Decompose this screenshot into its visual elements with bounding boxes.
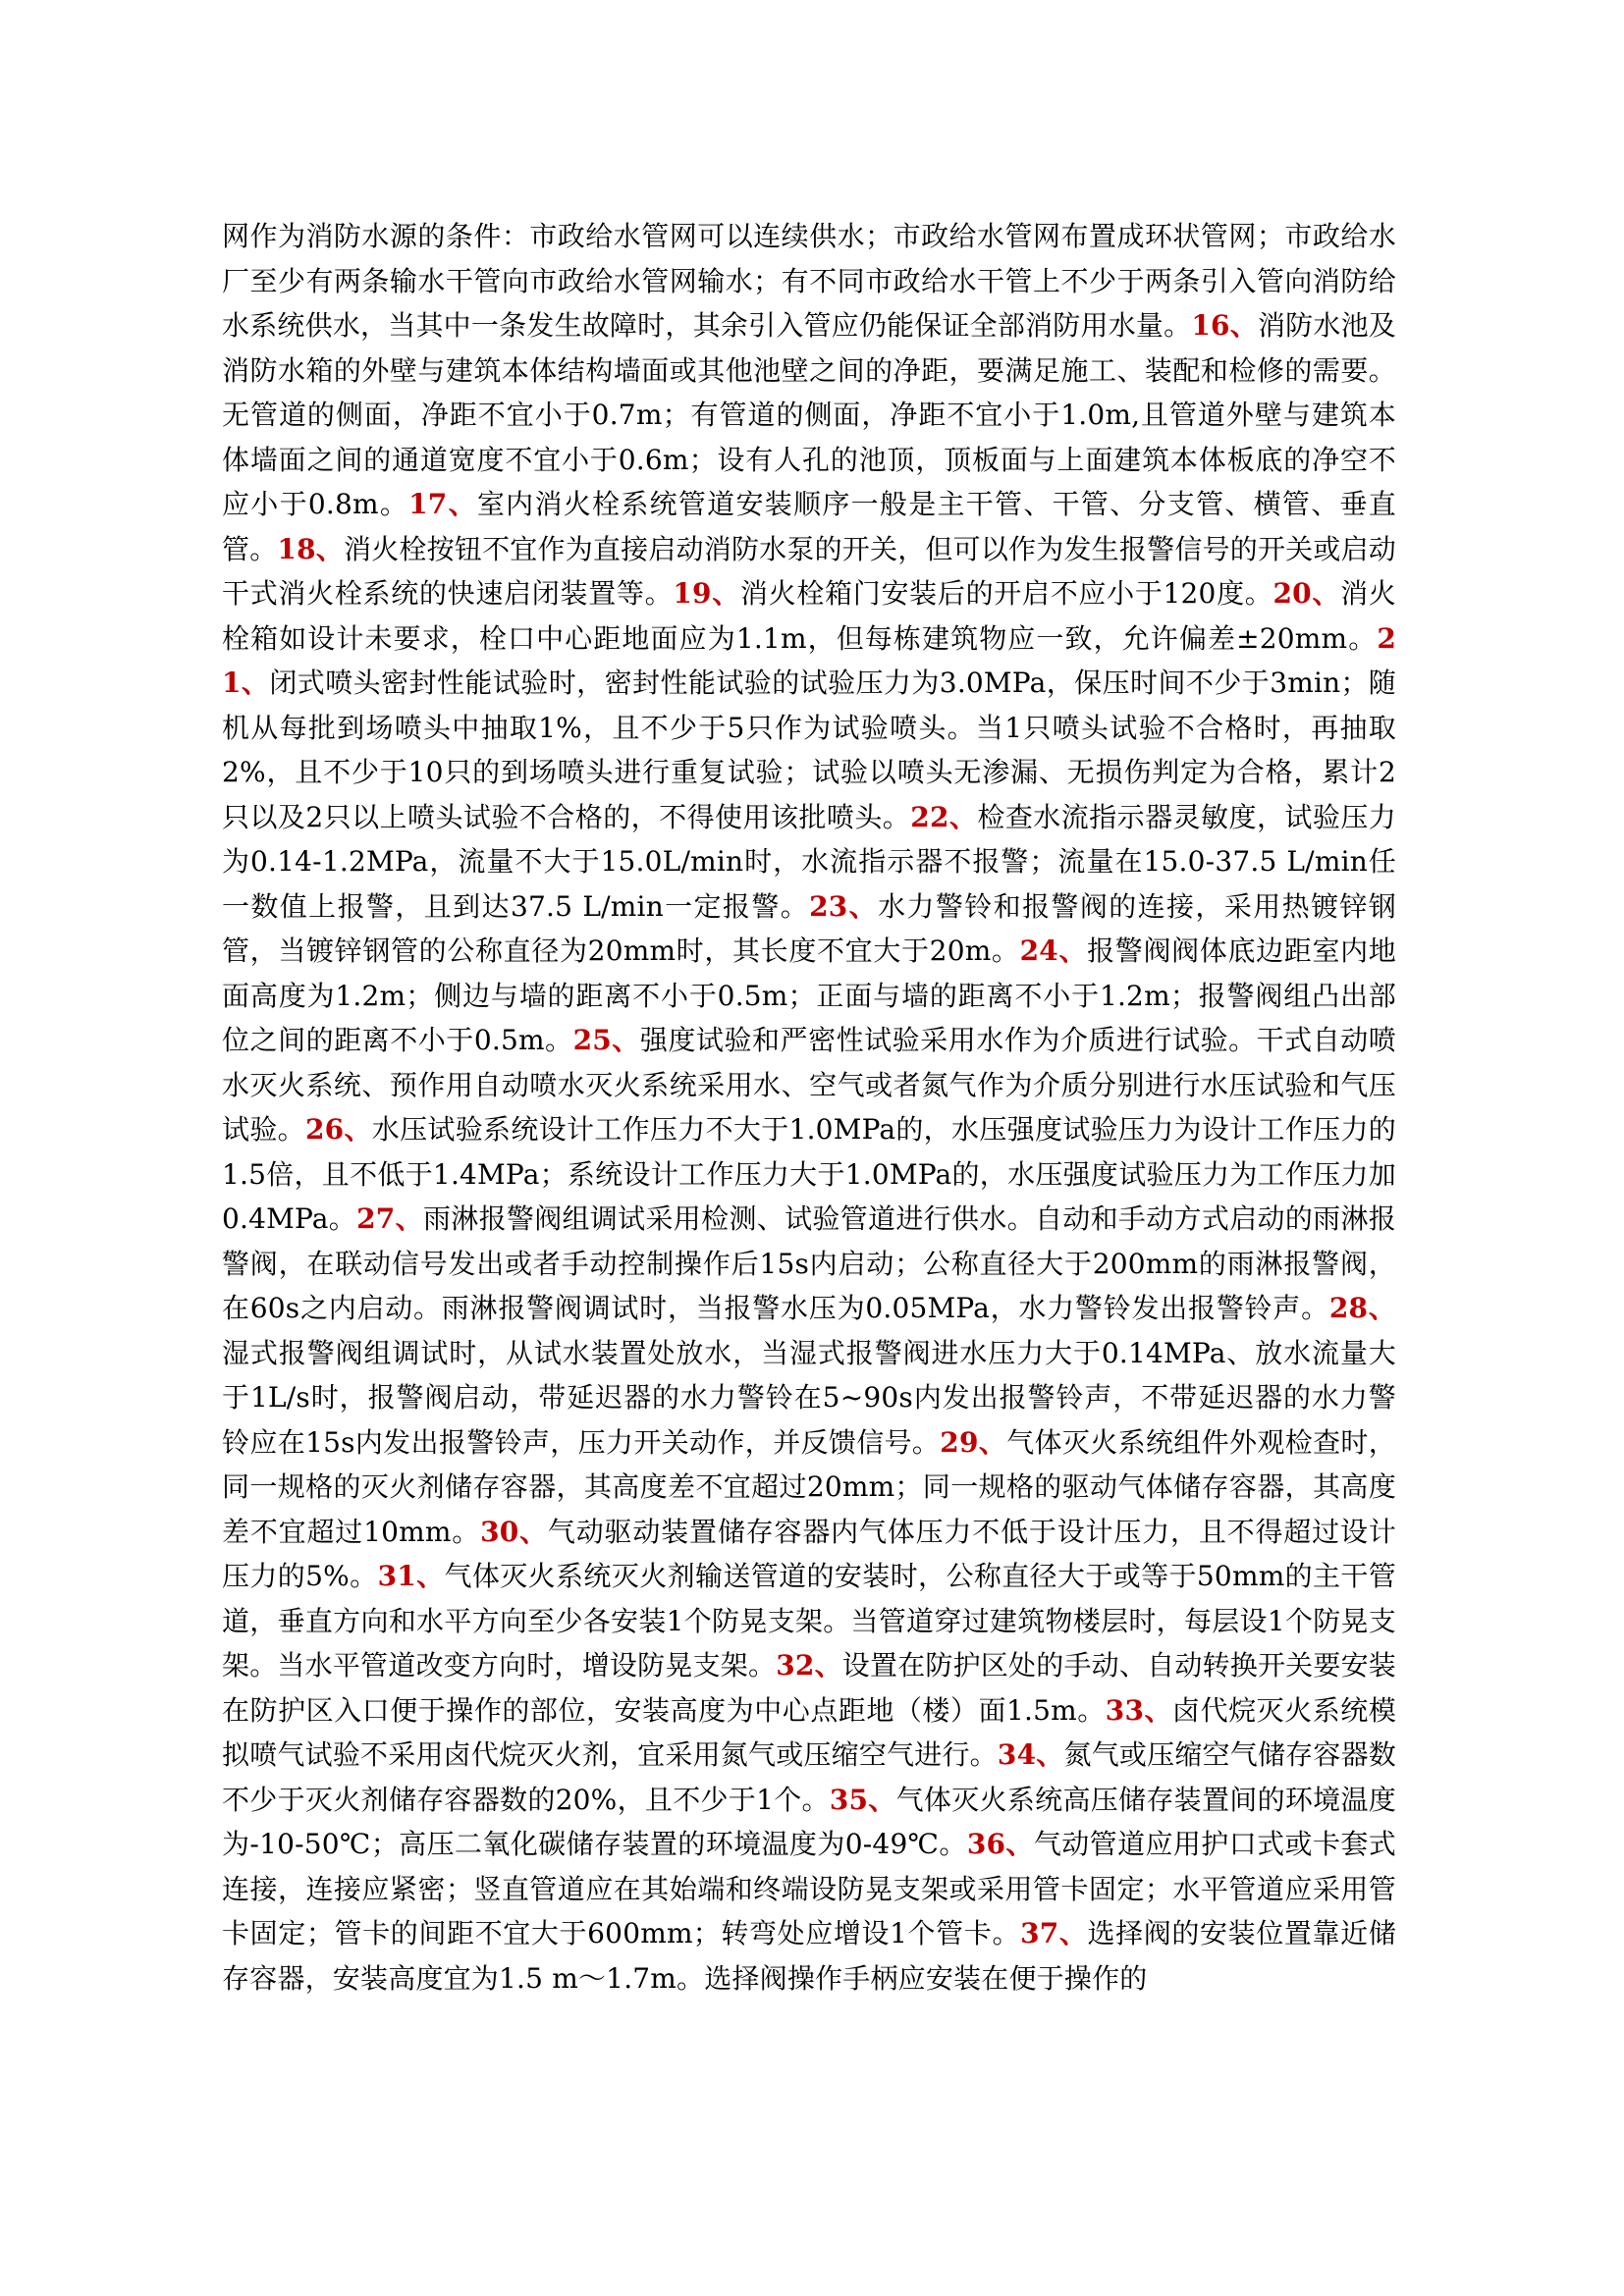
body-text-segment: 湿式报警阀组调试时，从试水装置处放水，当湿式报警阀进水压力大于0.14MPa、放水流量大于1L/s时，报警阀启动，带延迟器的水力警铃在5~90s内发出报警铃声，不带延迟器的水力警铃应在15s内发出报警铃声，压力开关动作，并反馈信号。	[222, 1336, 1396, 1459]
body-text-segment: 气动驱动装置储存容器内气体压力不低于设计压力，且不得超过设计压力的5%。	[222, 1515, 1396, 1592]
body-text-segment: 卤代烷灭火系统模拟喷气试验不采用卤代烷灭火剂，宜采用氮气或压缩空气进行。	[222, 1693, 1396, 1771]
body-text-segment: 气动管道应用护口式或卡套式连接，连接应紧密；竖直管道应在其始端和终端设防晃支架或采用管卡固定；水平管道应采用管卡固定；管卡的间距不宜大于600mm；转弯处应增设1个管卡。	[222, 1828, 1396, 1949]
item-number: 21、	[222, 621, 1396, 699]
body-text-segment: 水力警铃和报警阀的连接，采用热镀锌钢管，当镀锌钢管的公称直径为20mm时，其长度不宜大于20m。	[222, 889, 1397, 967]
body-text-segment: 消火栓按钮不宜作为直接启动消防水泵的开关，但可以作为发生报警信号的开关或启动干式消火栓系统的快速启闭装置等。	[222, 532, 1396, 610]
item-number: 35、	[829, 1783, 896, 1816]
item-number: 26、	[304, 1113, 372, 1146]
item-number: 36、	[966, 1828, 1034, 1860]
body-text-segment: 闭式喷头密封性能试验时，密封性能试验的试验压力为3.0MPa，保压时间不少于3min；随机从每批到场喷头中抽取1%，且不少于5只作为试验喷头。当1只喷头试验不合格时，再抽取2%，且不少于10只的到场喷头进行重复试验；试验以喷头无渗漏、无损伤判定为合格，累计2只以及2只以上喷头试验不合格的，不得使用该批喷头。	[222, 667, 1396, 833]
body-text-segment: 消火栓箱如设计未要求，栓口中心距地面应为1.1m，但每栋建筑物应一致，允许偏差±20mm。	[222, 577, 1397, 655]
body-paragraph	[222, 214, 1396, 2001]
item-number: 18、	[277, 532, 345, 565]
body-text-segment: 气体灭火系统组件外观检查时，同一规格的灭火剂储存容器，其高度差不宜超过20mm；同一规格的驱动气体储存容器，其高度差不宜超过10mm。	[222, 1425, 1396, 1548]
item-number: 34、	[997, 1738, 1064, 1771]
body-text-segment: 水压试验系统设计工作压力不大于1.0MPa的，水压强度试验压力为设计工作压力的1.5倍，且不低于1.4MPa；系统设计工作压力大于1.0MPa的，水压强度试验压力为工作压力加0.4MPa。	[222, 1113, 1396, 1235]
item-number: 25、	[572, 1024, 640, 1056]
item-number: 37、	[1020, 1917, 1088, 1949]
body-text-segment: 氮气或压缩空气储存容器数不少于灭火剂储存容器数的20%，且不少于1个。	[222, 1738, 1396, 1816]
body-text-segment: 设置在防护区处的手动、自动转换开关要安装在防护区入口便于操作的部位，安装高度为中心点距地（楼）面1.5m。	[222, 1649, 1396, 1727]
item-number: 31、	[377, 1560, 445, 1592]
body-text-segment: 报警阀阀体底边距室内地面高度为1.2m；侧边与墙的距离不小于0.5m；正面与墙的距离不小于1.2m；报警阀组凸出部位之间的距离不小于0.5m。	[222, 934, 1396, 1056]
item-number: 30、	[480, 1515, 548, 1548]
item-number: 28、	[1328, 1292, 1396, 1324]
body-text-segment: 气体灭火系统灭火剂输送管道的安装时，公称直径大于或等于50mm的主干管道，垂直方向和水平方向至少各安装1个防晃支架。当管道穿过建筑物楼层时，每层设1个防晃支架。当水平管道改变方向时，增设防晃支架。	[222, 1560, 1396, 1682]
body-text-segment: 选择阀的安装位置靠近储存容器，安装高度宜为1.5 m～1.7m。选择阀操作手柄应安装在便于操作的	[222, 1917, 1396, 1995]
item-number: 16、	[1191, 309, 1258, 342]
body-text-segment: 网作为消防水源的条件：市政给水管网可以连续供水；市政给水管网布置成环状管网；市政给水厂至少有两条输水干管向市政给水管网输水；有不同市政给水干管上不少于两条引入管向消防给水系统供水，当其中一条发生故障时，其余引入管应仍能保证全部消防用水量。	[222, 220, 1396, 342]
item-number: 23、	[809, 889, 879, 923]
item-number: 22、	[910, 800, 978, 833]
body-text-segment: 气体灭火系统高压储存装置间的环境温度为-10-50℃；高压二氧化碳储存装置的环境温度为0-49℃。	[222, 1783, 1396, 1860]
body-text-segment: 强度试验和严密性试验采用水作为介质进行试验。干式自动喷水灭火系统、预作用自动喷水灭火系统采用水、空气或者氮气作为介质分别进行水压试验和气压试验。	[222, 1024, 1396, 1146]
item-number: 27、	[356, 1202, 423, 1235]
item-number: 29、	[940, 1425, 1007, 1459]
item-number: 17、	[408, 488, 477, 520]
item-number: 19、	[673, 577, 740, 610]
body-text-segment: 消防水池及消防水箱的外壁与建筑本体结构墙面或其他池壁之间的净距，要满足施工、装配和检修的需要。无管道的侧面，净距不宜小于0.7m；有管道的侧面，净距不宜小于1.0m,且管道外壁与建筑本体墙面之间的通道宽度不宜小于0.6m；设有人孔的池顶，顶板面与上面建筑本体板底的净空不应小于0.8m。	[222, 309, 1396, 520]
item-number: 33、	[1105, 1693, 1173, 1727]
body-text-segment: 雨淋报警阀组调试采用检测、试验管道进行供水。自动和手动方式启动的雨淋报警阀，在联动信号发出或者手动控制操作后15s内启动；公称直径大于200mm的雨淋报警阀，在60s之内启动。雨淋报警阀调试时，当报警水压为0.05MPa，水力警铃发出报警铃声。	[222, 1202, 1396, 1324]
item-number: 32、	[776, 1649, 842, 1682]
body-text-segment: 检查水流指示器灵敏度，试验压力为0.14-1.2MPa，流量不大于15.0L/min时，水流指示器不报警；流量在15.0-37.5 L/min任一数值上报警，且到达37.5 L/min一定报警。	[222, 800, 1396, 923]
body-text-segment: 室内消火栓系统管道安装顺序一般是主干管、干管、分支管、横管、垂直管。	[222, 488, 1396, 565]
body-text-segment: 消火栓箱门安装后的开启不应小于120度。	[739, 577, 1273, 610]
item-number: 24、	[1019, 934, 1088, 967]
item-number: 20、	[1272, 577, 1341, 610]
